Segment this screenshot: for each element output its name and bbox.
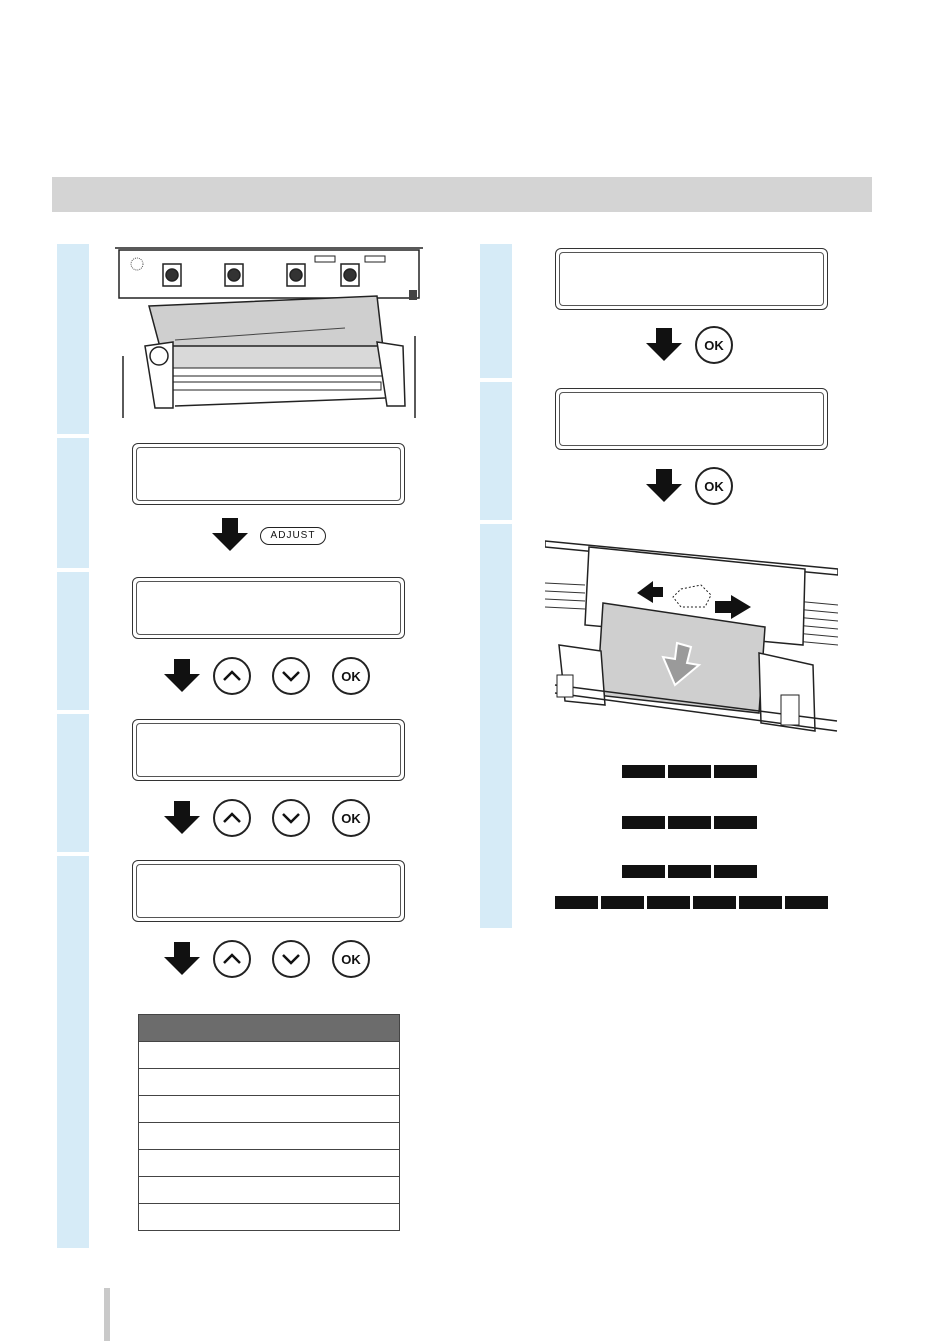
up-button[interactable]	[213, 657, 251, 695]
media-loading-illustration	[545, 535, 838, 745]
black-key-indicator	[622, 816, 665, 829]
ok-button[interactable]: OK	[332, 799, 370, 837]
lcd-display	[132, 719, 405, 781]
up-button[interactable]	[213, 940, 251, 978]
adjust-button[interactable]: ADJUST	[260, 527, 326, 545]
lcd-display	[132, 577, 405, 639]
black-key-indicator	[739, 896, 782, 909]
down-arrow-icon	[163, 801, 201, 835]
down-arrow-icon	[163, 942, 201, 976]
ok-button[interactable]: OK	[695, 326, 733, 364]
black-key-indicator	[668, 765, 711, 778]
table-row	[139, 1042, 400, 1069]
up-chevron-icon	[222, 670, 242, 682]
black-key-indicator	[714, 816, 757, 829]
lcd-display	[132, 860, 405, 922]
up-button[interactable]	[213, 799, 251, 837]
down-arrow-icon	[163, 659, 201, 693]
down-arrow-icon	[645, 328, 683, 362]
lcd-display	[555, 248, 828, 310]
down-button[interactable]	[272, 940, 310, 978]
step-divider	[480, 520, 512, 524]
ok-button[interactable]: OK	[332, 940, 370, 978]
lcd-display	[132, 443, 405, 505]
black-key-indicator	[601, 896, 644, 909]
down-arrow-icon	[645, 469, 683, 503]
step-divider	[57, 852, 89, 856]
table-row	[139, 1096, 400, 1123]
down-chevron-icon	[281, 670, 301, 682]
table-row	[139, 1177, 400, 1204]
black-key-indicator	[668, 865, 711, 878]
step-divider	[480, 378, 512, 382]
right-step-column	[480, 244, 512, 928]
left-step-column	[57, 244, 89, 1248]
down-button[interactable]	[272, 657, 310, 695]
black-key-indicator	[714, 765, 757, 778]
table-row	[139, 1123, 400, 1150]
black-key-indicator	[714, 865, 757, 878]
black-key-indicator	[785, 896, 828, 909]
down-chevron-icon	[281, 812, 301, 824]
table-row	[139, 1150, 400, 1177]
black-key-indicator	[622, 865, 665, 878]
table-row	[139, 1204, 400, 1231]
table-row	[139, 1069, 400, 1096]
printer-media-roll-illustration	[115, 246, 423, 418]
lcd-display	[555, 388, 828, 450]
black-key-indicator	[668, 816, 711, 829]
section-title-band	[52, 177, 872, 212]
black-key-indicator	[647, 896, 690, 909]
page-edge-bar	[104, 1288, 110, 1341]
black-key-indicator	[622, 765, 665, 778]
up-chevron-icon	[222, 953, 242, 965]
step-divider	[57, 710, 89, 714]
table-header	[139, 1015, 400, 1042]
down-chevron-icon	[281, 953, 301, 965]
black-key-indicator	[555, 896, 598, 909]
up-chevron-icon	[222, 812, 242, 824]
ok-button[interactable]: OK	[332, 657, 370, 695]
down-arrow-icon	[211, 518, 249, 552]
ok-button[interactable]: OK	[695, 467, 733, 505]
step-divider	[57, 434, 89, 438]
down-button[interactable]	[272, 799, 310, 837]
black-key-indicator	[693, 896, 736, 909]
step-divider	[57, 568, 89, 572]
settings-table	[138, 1014, 400, 1231]
